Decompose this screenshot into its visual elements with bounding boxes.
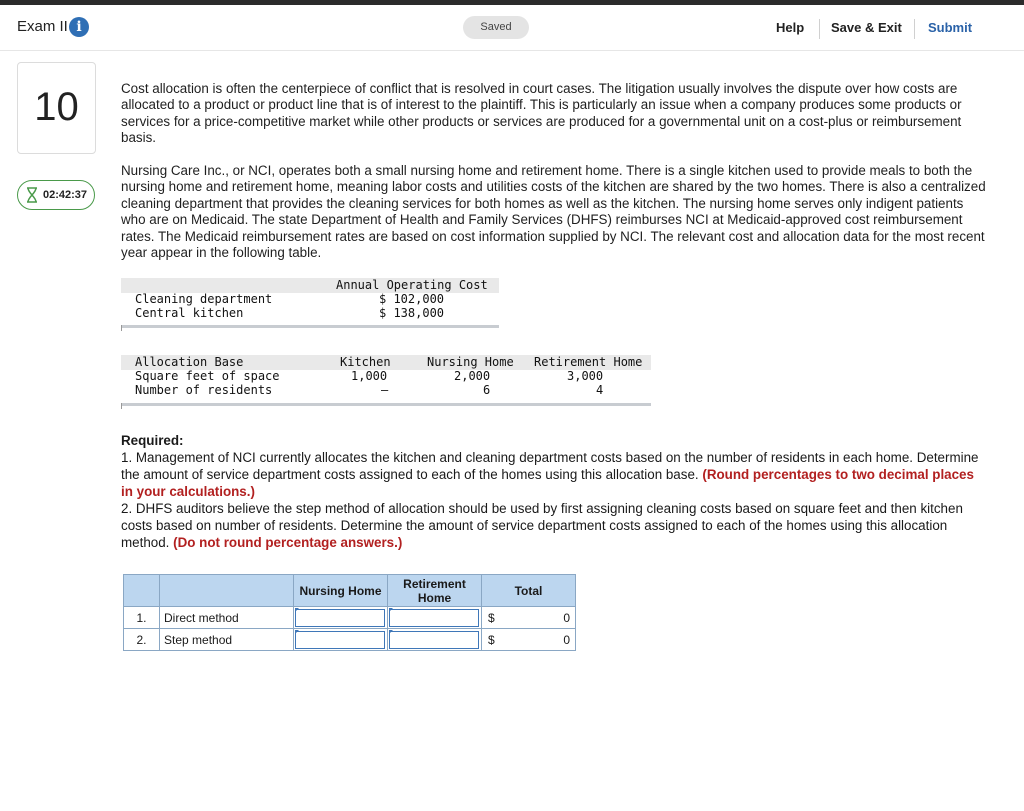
required-item-1	[121, 449, 989, 500]
alloc-row-nursing: 6	[483, 383, 491, 397]
alloc-header-kitchen: Kitchen	[340, 355, 391, 369]
alloc-row-retirement: 4	[596, 383, 604, 397]
required-item-2	[121, 500, 989, 551]
table-divider	[121, 403, 122, 409]
answer-header-blank	[124, 575, 160, 607]
cost-table-header: Annual Operating Cost	[336, 278, 488, 292]
submit-button[interactable]: Submit	[928, 20, 973, 35]
header-divider	[914, 19, 915, 39]
step-total-value: 0	[563, 633, 570, 647]
answer-header-blank	[160, 575, 294, 607]
row-label: Direct method	[160, 607, 294, 629]
required-section	[121, 432, 989, 551]
step-retirement-field[interactable]	[389, 631, 479, 649]
direct-total-cell	[482, 607, 576, 629]
required-item-1-note: (Round percentages to two decimal places in your calculations.)	[121, 467, 974, 499]
table-row	[124, 629, 576, 651]
input-marker-icon	[389, 630, 393, 634]
alloc-header-retirement: Retirement Home	[534, 355, 643, 369]
required-item-1-text: 1. Management of NCI currently allocates the kitchen and cleaning department costs based on the number of residents in each home. Determine the amount of service department costs assigned to each of the homes using this allocation base.	[121, 450, 979, 482]
direct-nursing-field[interactable]	[295, 609, 385, 627]
alloc-row-kitchen: –	[381, 383, 389, 397]
answer-header-total: Total	[482, 575, 576, 607]
answer-table	[123, 574, 576, 651]
save-exit-button[interactable]: Save & Exit	[831, 20, 902, 35]
required-item-2-text: 2. DHFS auditors believe the step method of allocation should be used by first assigning cleaning costs based on square feet and then kitchen costs based on number of residents. Determine the amount of service department costs assigned to each of the homes using this allocation method.	[121, 501, 963, 550]
timer-value: 02:42:37	[43, 189, 88, 201]
alloc-row-label: Square feet of space	[135, 369, 280, 383]
alloc-header-base: Allocation Base	[135, 355, 244, 369]
direct-retirement-input[interactable]	[388, 607, 482, 629]
required-title: Required:	[121, 433, 184, 448]
cost-row-value: $ 102,000	[379, 292, 445, 306]
alloc-row-retirement: 3,000	[567, 369, 604, 383]
alloc-row-nursing: 2,000	[454, 369, 491, 383]
direct-nursing-input[interactable]	[294, 607, 388, 629]
answer-header-nursing: Nursing Home	[294, 575, 388, 607]
step-total-cell	[482, 629, 576, 651]
step-nursing-field[interactable]	[295, 631, 385, 649]
alloc-row-label: Number of residents	[135, 383, 273, 397]
input-marker-icon	[295, 608, 299, 612]
required-item-2-note: (Do not round percentage answers.)	[173, 535, 403, 550]
row-label: Step method	[160, 629, 294, 651]
hourglass-icon	[26, 187, 38, 203]
step-retirement-input[interactable]	[388, 629, 482, 651]
header-divider	[819, 19, 820, 39]
info-icon[interactable]: i	[69, 17, 89, 37]
input-marker-icon	[389, 608, 393, 612]
question-number: 10	[34, 85, 79, 129]
cost-row-label: Cleaning department	[135, 292, 273, 306]
currency-symbol: $	[488, 633, 495, 647]
table-divider	[121, 325, 122, 331]
table-divider	[121, 403, 651, 406]
input-marker-icon	[295, 630, 299, 634]
question-paragraph-2: Nursing Care Inc., or NCI, operates both a small nursing home and retirement home. There is a single kitchen used to provide meals to both the nursing home and retirement home, meaning labor costs and utilities costs of the kitchen are shared by the two homes. There is also a centralized cleaning department that provides the cleaning services for both homes as well as the kitchen. The nursing home serves only indigent patients who are on Medicaid. The state Department of Health and Family Services (DHFS) reimburses NCI at Medicaid-approved cost reimbursement rates. The Medicaid reimbursement rates are based on cost information supplied by NCI. The relevant cost and allocation data for the most recent year appear in the following table.	[121, 163, 986, 261]
row-number: 1.	[124, 607, 160, 629]
cost-row-value: $ 138,000	[379, 306, 445, 320]
timer-badge	[17, 180, 95, 210]
step-nursing-input[interactable]	[294, 629, 388, 651]
question-paragraph-1: Cost allocation is often the centerpiece of conflict that is resolved in court cases. The litigation usually involves the dispute over how costs are allocated to a product or product line that is of interest to the plaintiff. This is particularly an issue when a company produces some products or services for a price-competitive market while other products or services are produced for a governmental unit on a cost-plus or reimbursement basis.	[121, 81, 962, 146]
row-number: 2.	[124, 629, 160, 651]
alloc-header-nursing: Nursing Home	[427, 355, 514, 369]
currency-symbol: $	[488, 611, 495, 625]
direct-total-value: 0	[563, 611, 570, 625]
table-row	[124, 607, 576, 629]
question-number-box	[17, 62, 96, 154]
exam-header	[0, 5, 1024, 51]
cost-row-label: Central kitchen	[135, 306, 244, 320]
alloc-row-kitchen: 1,000	[351, 369, 388, 383]
table-divider	[121, 325, 499, 328]
answer-header-retirement: Retirement Home	[388, 575, 482, 607]
direct-retirement-field[interactable]	[389, 609, 479, 627]
exam-title: Exam II	[17, 18, 68, 35]
help-button[interactable]: Help	[776, 20, 805, 35]
saved-status-badge: Saved	[463, 16, 529, 39]
